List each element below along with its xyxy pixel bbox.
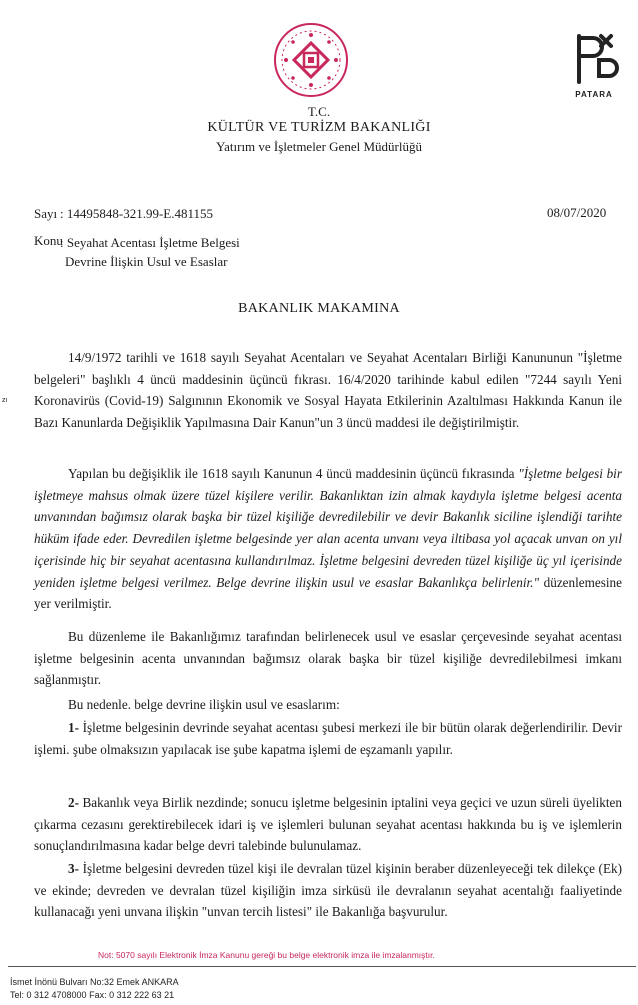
list-item-3-text: İşletme belgesini devreden tüzel kişi ile devralan tüzel kişinin beraber düzenleyeceği tek dilekçe (Ek) ve ekinde; devreden ve devralan tüzel kişiliğin imza sirküsü ile devralanın seyahat acentalığı faaliyetinde kullanacağı yeni unvana ilişkin "unvan tercih listesi" ile Bakanlığa başvurulur. bbox=[34, 861, 622, 920]
margin-mark: zı bbox=[2, 397, 8, 404]
list-item-1-text: İşletme belgesinin devrinde seyahat acentası şubesi merkezi ile bir bütün olarak değerlendirilir. Devir işlemi. şube olmaksızın yapılacak ise şube kapatma işlemi de eşzamanlı yapılır. bbox=[34, 720, 622, 757]
paragraph-2-tail: düzenlemesine yer verilmiştir. bbox=[34, 574, 622, 612]
paragraph-2-lead: Yapılan bu değişiklik ile 1618 sayılı Kanunun 4 üncü maddesinin üçüncü fıkrasında bbox=[68, 466, 519, 481]
list-item-1 bbox=[34, 717, 622, 760]
ministry-name: KÜLTÜR VE TURİZM BAKANLIĞI bbox=[207, 120, 431, 135]
paragraph-1-text: 14/9/1972 tarihli ve 1618 sayılı Seyahat Acentaları ve Seyahat Acentaları Birliği Kanununun "İşletme belgeleri" başlıklı 4 üncü maddesinin üçüncü fıkrası. 16/4/2020 tarihinde kabul edilen "7244 sayılı Yeni Koronavirüs (Covid-19) Salgınının Ekonomik ve Sosyal Hayata Etkilerinin Azaltılması Hakkında Kanun ile Bazı Kanunlarda Değişiklik Yapılmasına Dair Kanun"un 3 üncü maddesi ile değiştirilmiştir. bbox=[34, 350, 622, 431]
konu-line-1: : Seyahat Acentası İşletme Belgesi bbox=[60, 235, 240, 250]
paragraph-4-text: Bu nedenle. belge devrine ilişkin usul ve esaslarım: bbox=[68, 697, 340, 712]
list-item-3-number: 3- bbox=[68, 861, 79, 876]
list-item-3 bbox=[34, 858, 622, 923]
sayi-value: : 14495848-321.99-E.481155 bbox=[60, 206, 213, 221]
addressee: BAKANLIK MAKAMINA bbox=[238, 301, 400, 316]
konu-label: Konu bbox=[34, 233, 63, 248]
list-item-2 bbox=[34, 792, 622, 857]
directorate-name: Yatırım ve İşletmeler Genel Müdürlüğü bbox=[216, 139, 422, 154]
paragraph-2 bbox=[34, 463, 622, 615]
ministry-logo bbox=[273, 22, 349, 98]
footer-divider bbox=[8, 966, 636, 967]
document-date: 08/07/2020 bbox=[547, 205, 607, 220]
list-item-1-number: 1- bbox=[68, 720, 79, 735]
header-tc: T.C. bbox=[307, 104, 331, 119]
patara-label: PATARA bbox=[575, 90, 613, 99]
patara-logo bbox=[565, 30, 623, 102]
list-item-2-number: 2- bbox=[68, 795, 79, 810]
sayi-label: Sayı bbox=[34, 206, 58, 221]
paragraph-3-text: Bu düzenleme ile Bakanlığımız tarafından belirlenecek usul ve esaslar çerçevesinde seyahat acentası işletme belgesinin acenta unvanından bağımsız olarak başka bir tüzel kişiliğe devredilebilmesi imkanı sağlanmıştır. bbox=[34, 629, 622, 688]
paragraph-4 bbox=[34, 694, 622, 716]
paragraph-2-quote: "İşletme belgesi bir işletmeye mahsus olmak üzere tüzel kişilere verilir. Bakanlıktan izin almak kaydıyla işletme belgesi acenta unvanından bağımsız olarak başka bir tüzel kişiliğe devredilebilir ve devir Bakanlık siciline işlendiği tarihte hüküm ifade eder. Devredilen işletme belgesinde yer alan acenta unvanı veya iltibasa yol açacak unvan on yıl içerisinde hiç bir seyahat acentasına kullandırılmaz. İşletme belgesini devreden tüzel kişiliğe üç yıl içerisinde yeniden işletme belgesi verilmez. Belge devrine ilişkin usul ve esaslar Bakanlıkça belirlenir." bbox=[34, 466, 622, 590]
list-item-2-text: Bakanlık veya Birlik nezdinde; sonucu işletme belgesinin iptalini veya geçici ve uzun süreli üyelikten çıkarma cezasını gerektirebilecek idari iş ve işlemleri bulunan seyahat acentası hakkında bu iş ve işlemlerin sonuçlandırılmasına kadar belge devri talebinde bulunulamaz. bbox=[34, 795, 622, 854]
footer-phone: Tel: 0 312 4708000 Fax: 0 312 222 63 21 bbox=[10, 990, 175, 1000]
konu-line-2: Devrine İlişkin Usul ve Esaslar bbox=[65, 254, 228, 269]
paragraph-1 bbox=[34, 347, 622, 434]
footer-address: İsmet İnönü Bulvarı No:32 Emek ANKARA bbox=[10, 977, 179, 987]
konu-value bbox=[60, 233, 240, 271]
paragraph-3 bbox=[34, 626, 622, 691]
e-signature-note: Not: 5070 sayılı Elektronik İmza Kanunu gereği bu belge elektronik imza ile imzalanmıştır. bbox=[98, 950, 435, 960]
